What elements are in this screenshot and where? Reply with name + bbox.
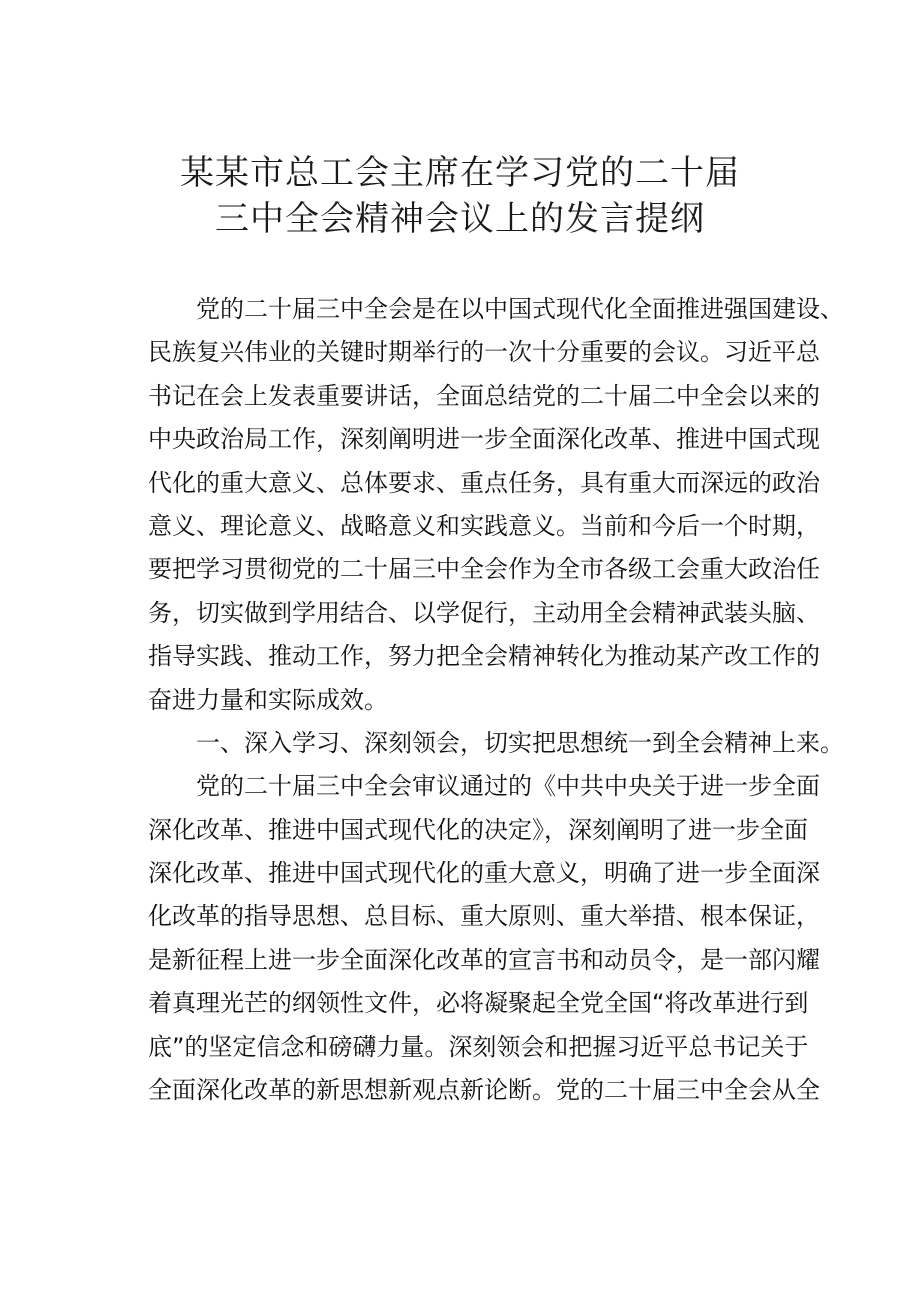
paragraph-3-line-3: 深化改革、推进中国式现代化的重大意义，明确了进一步全面深 — [148, 859, 820, 888]
paragraph-1-line-5: 代化的重大意义、总体要求、重点任务，具有重大而深远的政治 — [148, 468, 820, 497]
paragraph-1-line-8: 务，切实做到学用结合、以学促行，主动用全会精神武装头脑、 — [148, 598, 820, 627]
paragraph-1-line-6: 意义、理论意义、战略意义和实践意义。当前和今后一个时期， — [148, 511, 820, 540]
paragraph-1-line-7: 要把学习贯彻党的二十届三中全会作为全市各级工会重大政治任 — [148, 555, 820, 584]
paragraph-3-line-8: 全面深化改革的新思想新观点新论断。党的二十届三中全会从全 — [148, 1076, 820, 1105]
document-body — [148, 288, 844, 1112]
paragraph-1-line-9: 指导实践、推动工作，努力把全会精神转化为推动某产改工作的 — [148, 642, 820, 671]
title-line-1: 某某市总工会主席在学习党的二十届 — [180, 153, 740, 193]
paragraph-3-line-5: 是新征程上进一步全面深化改革的宣言书和动员令，是一部闪耀 — [148, 945, 820, 974]
paragraph-3-line-1: 党的二十届三中全会审议通过的《中共中央关于进一步全面 — [196, 772, 820, 801]
paragraph-1-line-2: 民族复兴伟业的关键时期举行的一次十分重要的会议。习近平总 — [148, 338, 820, 367]
paragraph-3-line-4: 化改革的指导思想、总目标、重大原则、重大举措、根本保证， — [148, 902, 820, 931]
paragraph-1-line-10: 奋进力量和实际成效。 — [148, 685, 388, 714]
paragraph-3-line-7: 底”的坚定信念和磅礴力量。深刻领会和把握习近平总书记关于 — [148, 1032, 809, 1061]
paragraph-3-line-6: 着真理光芒的纲领性文件，必将凝聚起全党全国“将改革进行到 — [148, 989, 809, 1018]
paragraph-1-line-3: 书记在会上发表重要讲话，全面总结党的二十届二中全会以来的 — [148, 381, 820, 410]
document-title — [120, 150, 800, 242]
section-heading-1: 一、深入学习、深刻领会，切实把思想统一到全会精神上来。 — [196, 728, 844, 757]
title-line-2: 三中全会精神会议上的发言提纲 — [215, 199, 705, 239]
paragraph-1-line-4: 中央政治局工作，深刻阐明进一步全面深化改革、推进中国式现 — [148, 425, 820, 454]
paragraph-1-line-1: 党的二十届三中全会是在以中国式现代化全面推进强国建设、 — [196, 295, 844, 323]
paragraph-3-line-2: 深化改革、推进中国式现代化的决定》，深刻阐明了进一步全面 — [148, 815, 808, 844]
